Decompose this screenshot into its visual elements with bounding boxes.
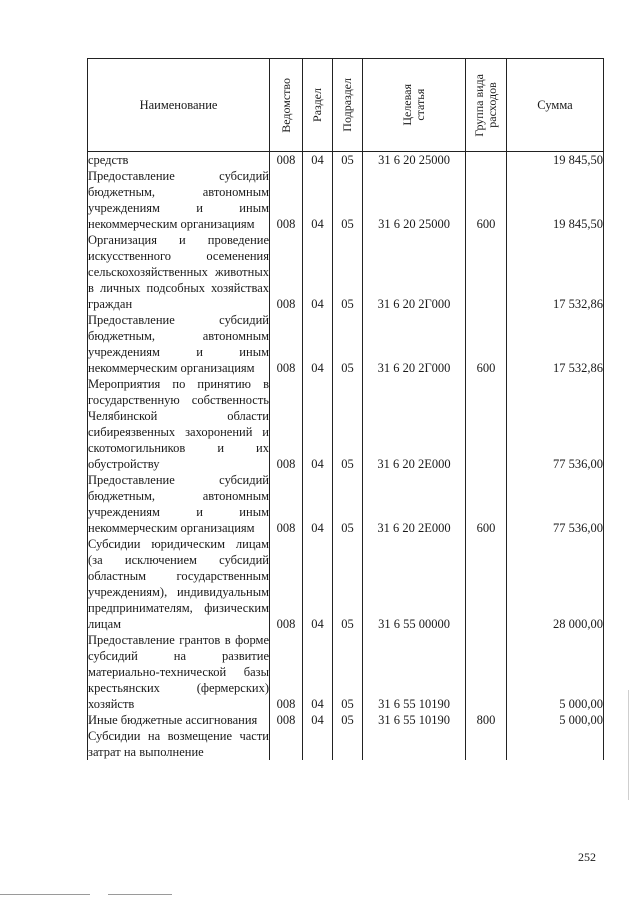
table-row	[88, 312, 604, 376]
header-target-line2: статья	[413, 89, 427, 121]
cell-subsection	[333, 728, 363, 760]
cell-subsection: 05	[333, 152, 363, 169]
cell-department: 008	[270, 232, 303, 312]
cell-amount: 17 532,86	[507, 312, 604, 376]
header-amount	[507, 59, 604, 152]
cell-subsection: 05	[333, 536, 363, 632]
cell-section: 04	[303, 536, 333, 632]
cell-amount: 5 000,00	[507, 632, 604, 712]
cell-group: 600	[466, 472, 507, 536]
cell-name: Предоставление грантов в форме субсидий на развитие материально-технической базы крестьянских (фермерских) хозяйств	[88, 633, 269, 711]
header-group-line2: расходов	[485, 82, 499, 128]
scan-artifact-line	[108, 894, 172, 895]
cell-target: 31 6 20 2Е000	[363, 376, 466, 472]
header-group-label	[473, 74, 499, 137]
cell-amount	[507, 728, 604, 760]
cell-amount: 28 000,00	[507, 536, 604, 632]
cell-subsection: 05	[333, 376, 363, 472]
cell-amount: 77 536,00	[507, 376, 604, 472]
cell-target: 31 6 55 10190	[363, 632, 466, 712]
cell-group	[466, 632, 507, 712]
table-row	[88, 712, 604, 728]
header-name-label: Наименование	[139, 97, 218, 112]
cell-group	[466, 152, 507, 169]
cell-name: Предоставление субсидий бюджетным, автономным учреждениям и иным некоммерческим организациям	[88, 313, 269, 375]
cell-subsection: 05	[333, 312, 363, 376]
cell-target: 31 6 55 00000	[363, 536, 466, 632]
scan-artifact-line	[0, 894, 90, 895]
table-row	[88, 168, 604, 232]
cell-department: 008	[270, 472, 303, 536]
table-row	[88, 536, 604, 632]
cell-section: 04	[303, 376, 333, 472]
cell-department	[270, 728, 303, 760]
cell-amount: 17 532,86	[507, 232, 604, 312]
cell-name: Мероприятия по принятию в государственную собственность Челябинской области сибиреязвенных захоронений и скотомогильников и их обустройству	[88, 377, 269, 471]
cell-section: 04	[303, 232, 333, 312]
cell-amount: 5 000,00	[507, 712, 604, 728]
cell-department: 008	[270, 312, 303, 376]
cell-department: 008	[270, 536, 303, 632]
header-subsection	[333, 59, 363, 152]
cell-section	[303, 728, 333, 760]
budget-table	[87, 58, 604, 760]
cell-department: 008	[270, 152, 303, 169]
cell-group: 600	[466, 168, 507, 232]
cell-group	[466, 728, 507, 760]
cell-section: 04	[303, 632, 333, 712]
header-section	[303, 59, 333, 152]
header-target	[363, 59, 466, 152]
header-target-line1: Целевая	[400, 84, 414, 126]
header-group-line1: Группа вида	[472, 73, 486, 137]
header-row	[88, 59, 604, 152]
cell-section: 04	[303, 168, 333, 232]
table-row	[88, 376, 604, 472]
cell-department: 008	[270, 376, 303, 472]
cell-amount: 77 536,00	[507, 472, 604, 536]
table-body	[88, 152, 604, 761]
cell-group	[466, 376, 507, 472]
header-department	[270, 59, 303, 152]
cell-section: 04	[303, 472, 333, 536]
cell-name: Организация и проведение искусственного осеменения сельскохозяйственных животных в личных подсобных хозяйствах граждан	[88, 233, 269, 311]
cell-subsection: 05	[333, 472, 363, 536]
cell-target: 31 6 20 25000	[363, 152, 466, 169]
cell-section: 04	[303, 312, 333, 376]
header-group	[466, 59, 507, 152]
header-department-label: Ведомство	[278, 77, 293, 133]
cell-name: Предоставление субсидий бюджетным, автономным учреждениям и иным некоммерческим организациям	[88, 169, 269, 231]
cell-department: 008	[270, 712, 303, 728]
cell-target: 31 6 20 25000	[363, 168, 466, 232]
cell-target	[363, 728, 466, 760]
cell-subsection: 05	[333, 168, 363, 232]
cell-section: 04	[303, 712, 333, 728]
cell-target: 31 6 20 2Г000	[363, 312, 466, 376]
cell-section: 04	[303, 152, 333, 169]
cell-group	[466, 232, 507, 312]
cell-amount: 19 845,50	[507, 152, 604, 169]
table-row	[88, 232, 604, 312]
cell-subsection: 05	[333, 232, 363, 312]
cell-target: 31 6 20 2Г000	[363, 232, 466, 312]
cell-subsection: 05	[333, 632, 363, 712]
cell-name: Субсидии на возмещение части затрат на выполнение	[88, 729, 269, 759]
header-name	[88, 59, 270, 152]
cell-group	[466, 536, 507, 632]
page-number: 252	[578, 850, 596, 864]
table-row	[88, 632, 604, 712]
cell-subsection: 05	[333, 712, 363, 728]
cell-group: 600	[466, 312, 507, 376]
table-row	[88, 472, 604, 536]
header-amount-label: Сумма	[537, 97, 573, 112]
cell-department: 008	[270, 632, 303, 712]
table-row	[88, 152, 604, 169]
header-target-label	[401, 84, 427, 126]
cell-name: Иные бюджетные ассигнования	[88, 712, 270, 728]
cell-target: 31 6 20 2Е000	[363, 472, 466, 536]
table-row	[88, 728, 604, 760]
scan-artifact-tick	[628, 690, 629, 800]
header-section-label: Раздел	[310, 88, 324, 122]
cell-name: средств	[88, 152, 270, 169]
cell-name: Предоставление субсидий бюджетным, автономным учреждениям и иным некоммерческим организациям	[88, 473, 269, 535]
cell-department: 008	[270, 168, 303, 232]
cell-target: 31 6 55 10190	[363, 712, 466, 728]
cell-name: Субсидии юридическим лицам (за исключением субсидий областным государственным учреждениям), индивидуальным предпринимателям, физическим лицам	[88, 537, 269, 631]
cell-amount: 19 845,50	[507, 168, 604, 232]
header-subsection-label: Подраздел	[340, 78, 354, 132]
cell-group: 800	[466, 712, 507, 728]
